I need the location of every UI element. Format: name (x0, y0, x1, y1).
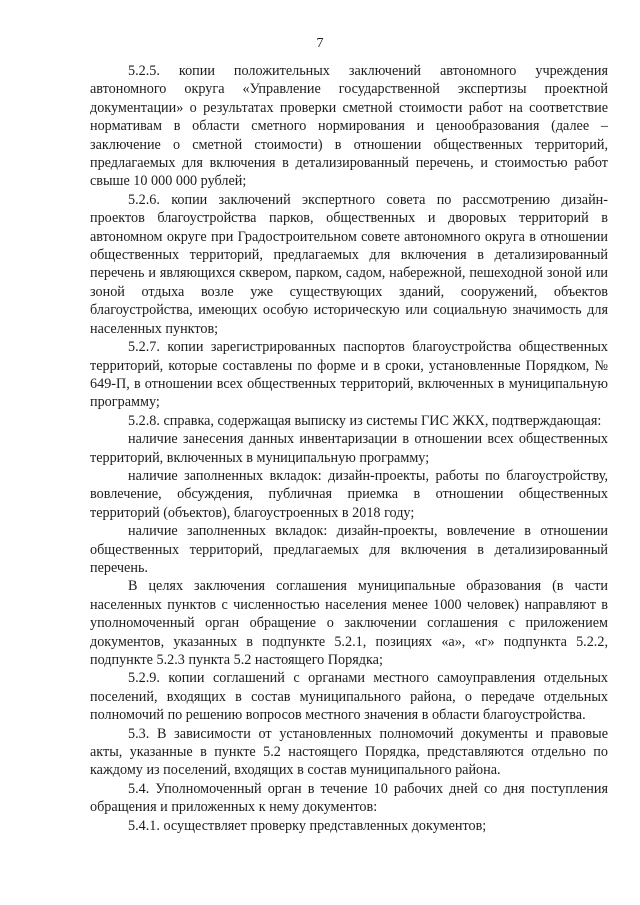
paragraph-tabs-2018: наличие заполненных вкладок: дизайн-проекты, работы по благоустройству, вовлечение, обсуждения, публичная приемка в отношении общественных территорий (объектов), благоустроенных в 2018 году; (90, 467, 608, 521)
paragraph-5-4-1: 5.4.1. осуществляет проверку представленных документов; (128, 817, 487, 834)
document-body (90, 62, 608, 835)
paragraph-5-2-7: 5.2.7. копии зарегистрированных паспортов благоустройства общественных территорий, которые составлены по форме и в сроки, установленные Порядком, № 649-П, в отношении всех общественных территорий, включенных в муниципальную программу; (90, 339, 608, 411)
paragraph-5-2-9: 5.2.9. копии соглашений с органами местного самоуправления отдельных поселений, входящих в состав муниципального района, о передаче отдельных полномочий по решению вопросов местного значения в области благоустройства. (90, 670, 608, 724)
page-number: 7 (316, 36, 324, 51)
paragraph-5-2-8: 5.2.8. справка, содержащая выписку из системы ГИС ЖКХ, подтверждающая: (128, 412, 602, 429)
paragraph-5-2-5: 5.2.5. копии положительных заключений автономного учреждения автономного округа «Управление государственной экспертизы проектной документации» о результатах проверки сметной стоимости работ на соответствие нормативам в области сметного нормирования и ценообразования (далее – заключение о сметной стоимости) в отношении общественных территорий, предлагаемых для включения в детализированный перечень, и стоимостью работ свыше 10 000 000 рублей; (90, 63, 608, 190)
paragraph-5-2-6: 5.2.6. копии заключений экспертного совета по рассмотрению дизайн-проектов благоустройства парков, общественных и дворовых территорий в автономном округе при Градостроительном совете автономного округа в отношении общественных территорий, предлагаемых для включения в детализированный перечень и являющихся сквером, парком, садом, набережной, пешеходной зоной или зоной отдыха возле уже существующих зданий, сооружений, объектов благоустройства, имеющих особую историческую или социальную значимость для населенных пунктов; (90, 191, 608, 337)
paragraph-inventory: наличие занесения данных инвентаризации в отношении всех общественных территорий, включенных в муниципальную программу; (90, 431, 608, 466)
paragraph-5-4: 5.4. Уполномоченный орган в течение 10 рабочих дней со дня поступления обращения и приложенных к нему документов: (90, 780, 608, 816)
paragraph-tabs-detailed: наличие заполненных вкладок: дизайн-проекты, вовлечение в отношении общественных территорий, предлагаемых для включения в детализированный перечень. (90, 523, 608, 576)
paragraph-agreement: В целях заключения соглашения муниципальные образования (в части населенных пунктов с численностью населения менее 1000 человек) направляют в уполномоченный орган обращение о заключении соглашения с приложением документов, указанных в подпункте 5.2.1, позициях «а», «г» подпункта 5.2.2, подпункте 5.2.3 пункта 5.2 настоящего Порядка; (90, 578, 608, 668)
paragraph-5-3: 5.3. В зависимости от установленных полномочий документы и правовые акты, указанные в пункте 5.2 настоящего Порядка, представляются отдельно по каждому из поселений, входящих в состав муниципального района. (90, 725, 608, 779)
